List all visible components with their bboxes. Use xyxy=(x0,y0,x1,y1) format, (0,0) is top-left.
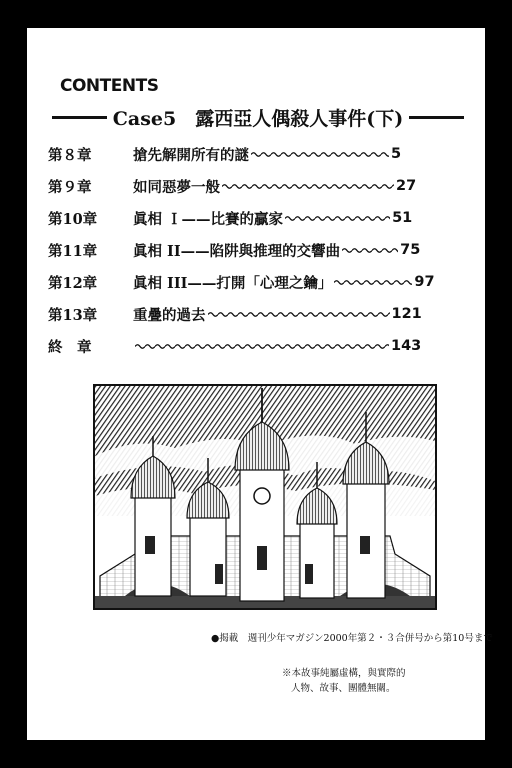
toc-entry[interactable] xyxy=(48,170,468,202)
toc-page-number: 27 xyxy=(396,178,417,194)
toc-chapter: 第13章 xyxy=(48,306,98,324)
toc-page-number: 143 xyxy=(391,338,422,354)
toc-chapter: 第９章 xyxy=(48,178,92,196)
table-of-contents xyxy=(48,138,468,362)
toc-leader xyxy=(135,343,389,350)
toc-chapter: 第10章 xyxy=(48,210,98,228)
case-title-line xyxy=(52,104,464,130)
toc-title: 重疊的過去 xyxy=(133,306,206,324)
toc-leader xyxy=(342,247,398,254)
rule-left xyxy=(52,116,107,119)
cathedral-illustration xyxy=(93,384,437,610)
toc-chapter: 第８章 xyxy=(48,146,92,164)
publication-info: ●揭載 週刊少年マガジン2000年第２・３合併号から第10号まで xyxy=(211,633,493,644)
toc-page-number: 75 xyxy=(400,242,421,258)
toc-title: 搶先解開所有的謎 xyxy=(133,146,249,164)
toc-entry[interactable] xyxy=(48,138,468,170)
toc-chapter: 第11章 xyxy=(48,242,98,260)
toc-leader xyxy=(208,311,390,318)
book-page xyxy=(27,28,493,740)
disclaimer xyxy=(282,666,406,696)
toc-leader xyxy=(334,279,412,286)
disclaimer-line: ※本故事純屬虛構，與實際的 xyxy=(282,668,406,679)
toc-title: 眞相 Ｉ——比賽的贏家 xyxy=(133,210,284,228)
toc-leader xyxy=(285,215,390,222)
toc-title: 眞相 III——打開「心理之鑰」 xyxy=(133,274,333,292)
toc-page-number: 5 xyxy=(391,146,402,162)
toc-entry[interactable] xyxy=(48,298,468,330)
case-title: Case5 露西亞人偶殺人事件(下) xyxy=(112,107,404,130)
toc-page-number: 97 xyxy=(414,274,435,290)
toc-leader xyxy=(251,151,389,158)
rule-right xyxy=(409,116,464,119)
toc-leader xyxy=(222,183,394,190)
toc-title: 如同惡夢一般 xyxy=(133,178,220,196)
toc-entry[interactable] xyxy=(48,266,468,298)
disclaimer-line: 人物、故事、團體無關。 xyxy=(291,683,396,694)
toc-entry[interactable] xyxy=(48,202,468,234)
toc-title: 眞相 II——陷阱與推理的交響曲 xyxy=(133,242,341,260)
toc-chapter: 終 章 xyxy=(48,338,92,356)
toc-page-number: 51 xyxy=(392,210,413,226)
contents-heading: CONTENTS xyxy=(60,76,159,96)
toc-page-number: 121 xyxy=(391,306,422,322)
toc-chapter: 第12章 xyxy=(48,274,98,292)
toc-entry[interactable] xyxy=(48,330,468,362)
toc-entry[interactable] xyxy=(48,234,468,266)
